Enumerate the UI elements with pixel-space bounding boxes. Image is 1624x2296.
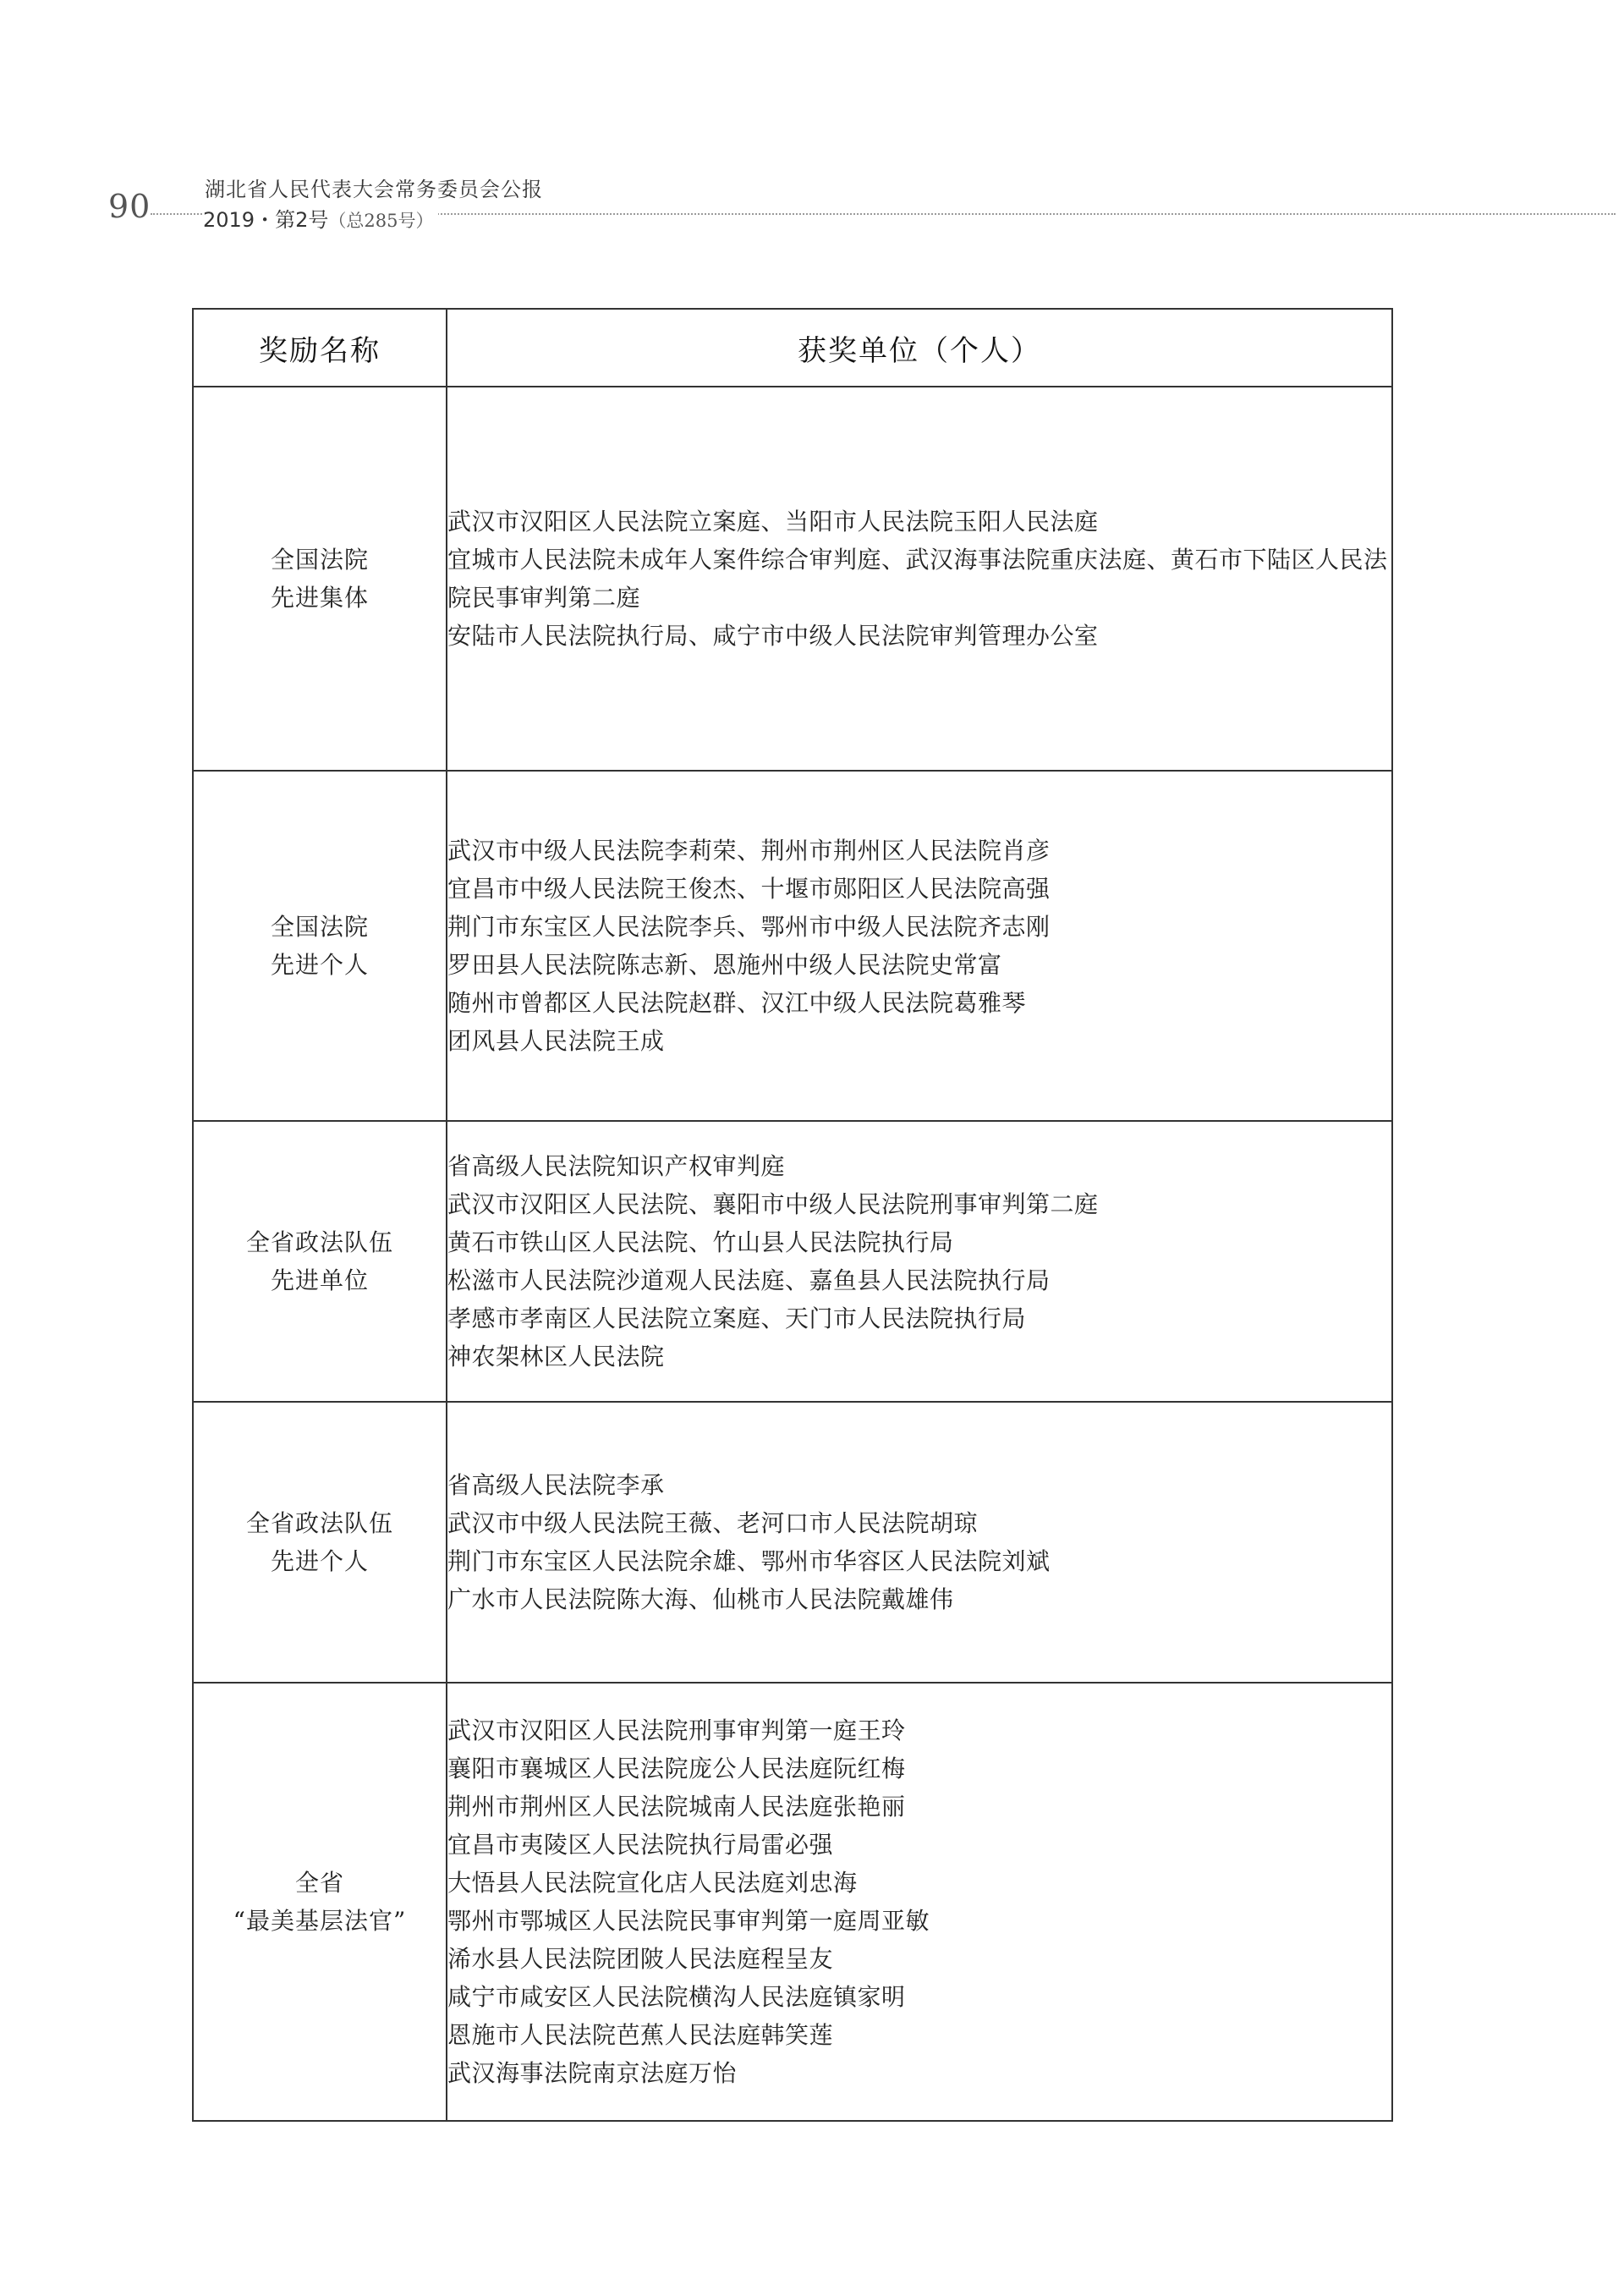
recipient-entry: 武汉市中级人民法院李莉荣、荆州市荆州区人民法院肖彦 (447, 837, 1051, 865)
recipient-entry: 宜昌市中级人民法院王俊杰、十堰市郧阳区人民法院高强 (447, 875, 1051, 903)
recipient-entry: 荆门市东宝区人民法院李兵、鄂州市中级人民法院齐志刚 (447, 913, 1051, 941)
recipient-entry: 武汉市汉阳区人民法院、襄阳市中级人民法院刑事审判第二庭 (447, 1190, 1099, 1218)
award-name-line: 先进个人 (270, 1547, 369, 1575)
recipient-entry: 广水市人民法院陈大海、仙桃市人民法院戴雄伟 (447, 1585, 954, 1613)
award-name-line: 先进单位 (270, 1266, 369, 1294)
table-row (193, 387, 1392, 771)
recipient-entry: 神农架林区人民法院 (447, 1343, 665, 1370)
recipient-entry: 松滋市人民法院沙道观人民法庭、嘉鱼县人民法院执行局 (447, 1266, 1051, 1294)
recipient-entry: 宜城市人民法院未成年人案件综合审判庭、武汉海事法院重庆法庭、黄石市下陆区人民法院民事审判第二庭 (447, 546, 1388, 612)
recipient-entry: 省高级人民法院李承 (447, 1471, 665, 1499)
journal-title: 湖北省人民代表大会常务委员会公报 (205, 178, 543, 201)
recipients-cell (447, 1683, 1392, 2121)
table-row (193, 1402, 1392, 1683)
award-name-line: 全国法院 (270, 913, 369, 941)
award-name-line: 先进个人 (270, 951, 369, 979)
recipient-entry: 浠水县人民法院团陂人民法庭程呈友 (447, 1945, 834, 1973)
table-row (193, 1121, 1392, 1402)
recipient-entry: 宜昌市夷陵区人民法院执行局雷必强 (447, 1831, 834, 1859)
issue-total: （总285号） (328, 211, 434, 231)
recipient-entry: 鄂州市鄂城区人民法院民事审判第一庭周亚敏 (447, 1907, 930, 1935)
table-row (193, 1683, 1392, 2121)
table-row (193, 771, 1392, 1121)
recipient-entry: 荆门市东宝区人民法院余雄、鄂州市华容区人民法院刘斌 (447, 1547, 1051, 1575)
recipient-entry: 恩施市人民法院芭蕉人民法庭韩笑莲 (447, 2021, 834, 2049)
award-name-cell (193, 771, 447, 1121)
recipient-entry: 罗田县人民法院陈志新、恩施州中级人民法院史常富 (447, 951, 1002, 979)
recipient-entry: 咸宁市咸安区人民法院横沟人民法庭镇家明 (447, 1983, 906, 2011)
recipient-entry: 荆州市荆州区人民法院城南人民法庭张艳丽 (447, 1793, 906, 1821)
column-header-award: 奖励名称 (193, 309, 447, 387)
award-name-cell (193, 1683, 447, 2121)
recipient-entry: 省高级人民法院知识产权审判庭 (447, 1152, 786, 1180)
awards-table (192, 308, 1393, 2122)
recipient-entry: 随州市曾都区人民法院赵群、汉江中级人民法院葛雅琴 (447, 989, 1027, 1017)
recipient-entry: 团风县人民法院王成 (447, 1027, 665, 1055)
column-header-recipients: 获奖单位（个人） (447, 309, 1392, 387)
recipient-entry: 孝感市孝南区人民法院立案庭、天门市人民法院执行局 (447, 1305, 1027, 1332)
award-name-line: 全省 (294, 1869, 344, 1897)
award-name-line: 全省政法队伍 (245, 1228, 393, 1256)
award-name-line: 先进集体 (270, 584, 369, 612)
issue-number: 2019・第2号 (203, 208, 329, 232)
award-name-cell (193, 1121, 447, 1402)
page-number: 90 (108, 188, 151, 225)
award-name-cell (193, 387, 447, 771)
recipients-cell (447, 387, 1392, 771)
recipients-cell (447, 771, 1392, 1121)
recipient-entry: 襄阳市襄城区人民法院庞公人民法庭阮红梅 (447, 1755, 906, 1782)
award-name-line: 全国法院 (270, 546, 369, 574)
award-name-line: “最美基层法官” (233, 1907, 407, 1935)
page-header (0, 0, 1624, 254)
award-name-line: 全省政法队伍 (245, 1509, 393, 1537)
table-header-row (193, 309, 1392, 387)
recipient-entry: 黄石市铁山区人民法院、竹山县人民法院执行局 (447, 1228, 954, 1256)
recipients-cell (447, 1121, 1392, 1402)
recipient-entry: 武汉海事法院南京法庭万怡 (447, 2059, 738, 2087)
award-name-cell (193, 1402, 447, 1683)
recipient-entry: 大悟县人民法院宣化店人民法庭刘忠海 (447, 1869, 858, 1897)
recipient-entry: 安陆市人民法院执行局、咸宁市中级人民法院审判管理办公室 (447, 622, 1099, 650)
recipient-entry: 武汉市汉阳区人民法院刑事审判第一庭王玲 (447, 1717, 906, 1744)
recipient-entry: 武汉市中级人民法院王薇、老河口市人民法院胡琼 (447, 1509, 979, 1537)
recipient-entry: 武汉市汉阳区人民法院立案庭、当阳市人民法院玉阳人民法庭 (447, 508, 1099, 536)
issue-line (203, 203, 438, 233)
recipients-cell (447, 1402, 1392, 1683)
